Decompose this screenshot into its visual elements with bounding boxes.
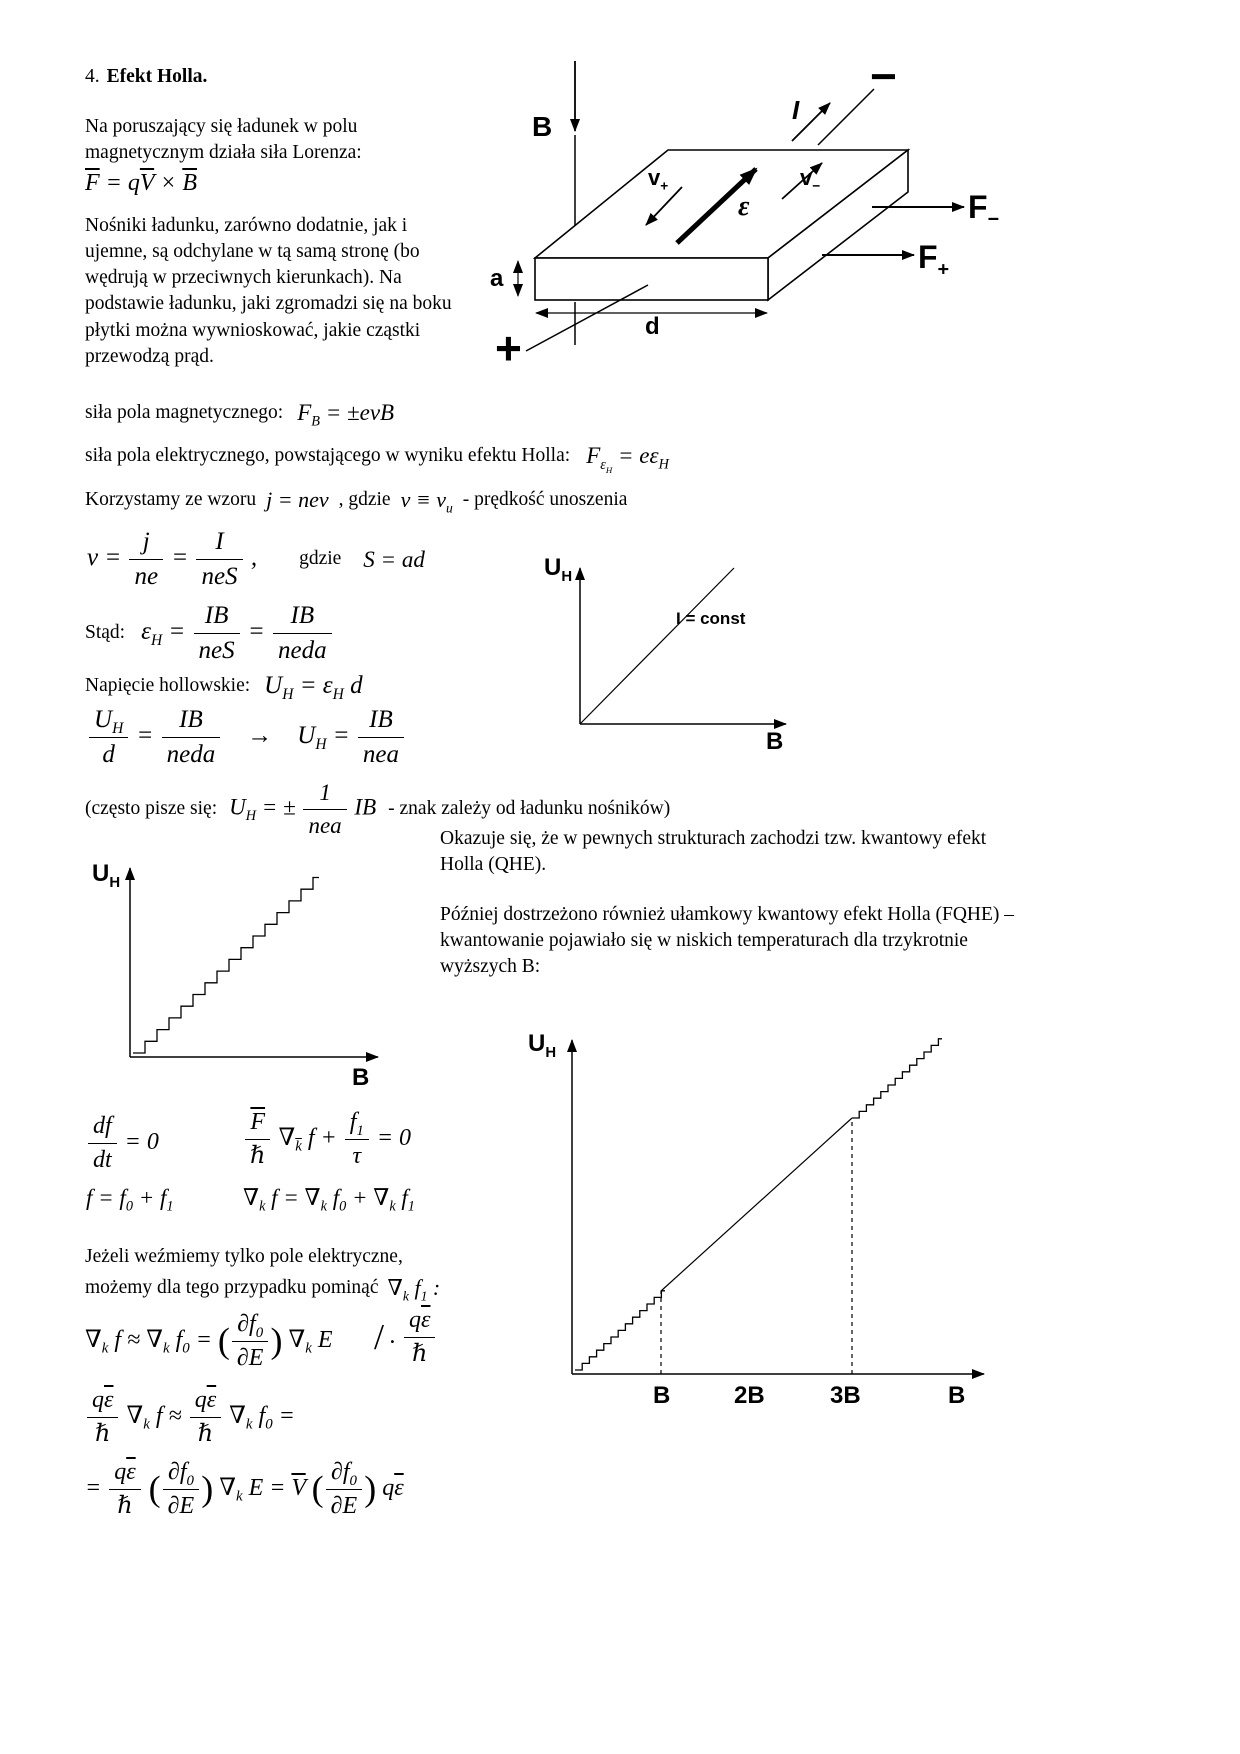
x-tick-2b: 2B <box>734 1382 765 1409</box>
x-axis-label: B <box>948 1382 966 1409</box>
hall-voltage-label: Napięcie hollowskie: <box>85 674 251 696</box>
x-tick-3b: 3B <box>830 1382 861 1409</box>
f-minus-label: $F_-$ <box>968 189 1000 231</box>
section-heading <box>85 64 207 90</box>
minus-terminal-label: − <box>870 50 897 102</box>
v-minus-label: $v_-$ <box>800 165 821 194</box>
neglected-term: $\nabla_k$ $f_1$ : <box>387 1275 441 1304</box>
qhe-staircase-graph <box>80 852 390 1102</box>
velocity-formula-row <box>87 527 425 592</box>
staircase-lower <box>575 1291 665 1370</box>
linear-segment <box>661 1118 852 1291</box>
linear-graph <box>528 552 808 767</box>
fqhe-staircase-graph <box>520 1022 1000 1422</box>
drift-intro-row <box>85 487 628 516</box>
velocity-formula: v = $\frac{j}{ne}$ = $\frac{I}{\text{neS}}$ , <box>87 528 258 590</box>
y-axis-label: $U_H$ <box>92 860 121 891</box>
x-tick-b: B <box>653 1382 671 1409</box>
paragraph-line-2: możemy dla tego przypadku pominąć <box>85 1277 379 1299</box>
b-field-label: B <box>532 111 553 142</box>
gradient-sum-formula: $\nabla_k$ $f = \nabla_k$ $f_0 + \nabla_k$ $f_1$ <box>243 1185 415 1215</box>
thickness-label: a <box>490 265 504 292</box>
x-axis-label: B <box>352 1064 370 1091</box>
plate-front-face <box>535 258 768 300</box>
final-result-formula: = $\frac{q\overline{\varepsilon}}{\text{ℏ}}$ ( $\frac{\partial f_0}{\partial E}$ ) $\nabla_k$ $E = \overline{V}$ ( $\frac{\partial f_0}{\partial E}$ ) $q\overline{\varepsilon}$ <box>85 1459 404 1519</box>
hall-voltage-derivation: $\frac{U_H}{d}$ = $\frac{IB}{\text{neda}}$ → $U_H$ = $\frac{IB}{\text{nea}}$ <box>87 705 406 770</box>
current-density-formula: j = nev <box>266 487 329 512</box>
note-formula: $U_H$ = ± $\frac{1}{\text{nea}}$ IB <box>229 780 377 838</box>
cross-section-formula: S = ad <box>363 546 425 572</box>
x-axis-label: B <box>766 728 784 755</box>
hall-field-row <box>85 601 334 666</box>
width-label: d <box>645 313 660 340</box>
v-plus-label: $v_+$ <box>648 165 669 194</box>
magnetic-force-label: siła pola magnetycznego: <box>85 401 284 423</box>
fqhe-paragraph: Później dostrzeżono również ułamkowy kwantowy efekt Holla (FQHE) – kwantowanie pojawiało się w niskich temperaturach dla trzykrotnie wyższych B: <box>440 904 1015 978</box>
hall-field-formula: $\varepsilon_H$ = $\frac{IB}{\text{neS}}$ = $\frac{IB}{\text{neda}}$ <box>141 601 334 666</box>
qhe-graph-drawing <box>80 852 390 1102</box>
hall-diagram-drawing <box>470 45 1070 405</box>
hall-voltage-formula: $U_H = \varepsilon_H$ d <box>264 672 363 703</box>
uh-vs-b-line <box>580 568 734 724</box>
current-label: I <box>792 95 800 125</box>
gdzie-text: gdzie <box>299 548 342 570</box>
intro-paragraph: Na poruszający się ładunek w polu magnetycznym działa siła Lorenza: <box>85 116 362 164</box>
staircase-line <box>133 878 319 1054</box>
drift-post-text: - prędkość unoszenia <box>462 489 628 511</box>
staircase-upper <box>852 1039 942 1118</box>
electric-force-label: siła pola elektrycznego, powstającego w wyniku efektu Holla: <box>85 444 571 466</box>
y-axis-label: $U_H$ <box>528 1030 557 1061</box>
divide-operation: / . $\frac{q\overline{\varepsilon}}{\text{ℏ}}$ <box>374 1306 437 1369</box>
f-plus-label: $F_+$ <box>918 239 950 281</box>
qe-over-hbar-line: $\frac{q\overline{\varepsilon}}{\text{ℏ}}$ $\nabla_k$ f ≈ $\frac{q\overline{\varepsilon}}{\text{ℏ}}$ $\nabla_k$ $f_0$ = <box>85 1386 295 1449</box>
minus-terminal-line <box>818 89 874 145</box>
kinetic-equation: $\frac{\overline{F}}{\text{ℏ}}$ $\nabla_{\overline{k}}$ f + $\frac{f_1}{\tau}$ = 0 <box>243 1108 411 1171</box>
electric-field-paragraph <box>85 1238 505 1304</box>
drift-mid-text: , gdzie <box>338 489 391 511</box>
hall-voltage-row <box>85 671 363 701</box>
gradient-approx-formula: $\nabla_k$ $f \approx \nabla_k$ $f_0$ = ( $\frac{\partial f_0}{\partial E}$ ) $\nabla_k$ E <box>85 1311 333 1371</box>
plus-terminal-label: + <box>495 322 522 374</box>
y-axis-label: $U_H$ <box>544 554 573 585</box>
magnetic-force-formula: $F_B = \pm evB$ <box>297 400 395 430</box>
dfdt-formula: $\frac{df}{dt}$ = 0 <box>86 1112 159 1175</box>
fqhe-graph-drawing <box>520 1022 1000 1422</box>
paragraph-line-1: Jeżeli weźmiemy tylko pole elektryczne, <box>85 1246 403 1267</box>
e-field-label: ε <box>738 191 750 222</box>
note-post-text: - znak zależy od ładunku nośników) <box>388 798 671 820</box>
const-current-annotation: I = const <box>676 609 746 628</box>
drift-pre-text: Korzystamy ze wzoru <box>85 489 257 511</box>
hall-effect-diagram <box>470 45 1070 405</box>
lorentz-formula: $\overline{F} = q\overline{V} \times \overline{B}$ <box>85 170 197 196</box>
drift-velocity-symbol: $v \equiv v_u$ <box>400 487 453 516</box>
magnetic-force-row <box>85 399 395 430</box>
section-title: Efekt Holla. <box>106 66 208 87</box>
qhe-paragraph: Okazuje się, że w pewnych strukturach zachodzi tzw. kwantowy efekt Holla (QHE). <box>440 828 987 876</box>
note-pre-text: (często pisze się: <box>85 798 218 820</box>
stad-text: Stąd: <box>85 622 126 644</box>
electric-force-formula: $F_{\varepsilon_H} = e\varepsilon_H$ <box>586 443 669 475</box>
electric-force-row <box>85 442 669 475</box>
f-sum-formula: $f = f_0 + f_1$ <box>86 1185 174 1215</box>
section-number: 4. <box>85 66 100 87</box>
carriers-paragraph: Nośniki ładunku, zarówno dodatnie, jak i ujemne, są odchylane w tą samą stronę (bo wędrują w przeciwnych kierunkach). Na podstawie ładunku, jaki zgromadzi się na boku płytki można wywnioskować, jakie cząstki przewodzą prąd. <box>85 215 452 367</box>
